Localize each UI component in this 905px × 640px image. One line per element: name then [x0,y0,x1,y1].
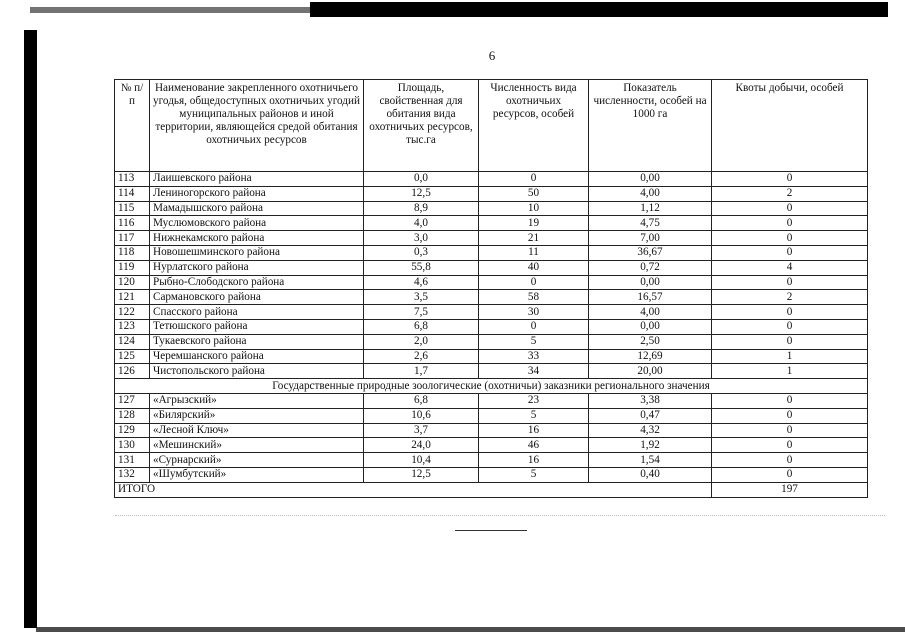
table-row [115,290,868,305]
row-area: 55,8 [364,260,479,275]
row-name: Новошешминского района [150,245,364,260]
row-area: 2,6 [364,349,479,364]
row-density: 4,75 [589,216,712,231]
row-count: 50 [479,186,589,201]
row-number: 117 [115,231,150,246]
row-area: 3,0 [364,231,479,246]
table-row [115,231,868,246]
row-area: 12,5 [364,467,479,482]
row-quota: 0 [712,334,868,349]
row-count: 33 [479,349,589,364]
row-density: 1,54 [589,453,712,468]
row-name: Лаишевского района [150,172,364,187]
row-quota: 0 [712,438,868,453]
table-row [115,423,868,438]
row-area: 10,6 [364,408,479,423]
table-row [115,319,868,334]
row-quota: 0 [712,467,868,482]
total-quota: 197 [712,482,868,497]
row-count: 5 [479,408,589,423]
row-number: 128 [115,408,150,423]
row-count: 5 [479,334,589,349]
col-header-area: Площадь, свойственная для обитания вида охотничьих ресурсов, тыс.га [364,80,479,172]
row-density: 1,92 [589,438,712,453]
hunting-quota-table [114,79,868,498]
row-area: 3,7 [364,423,479,438]
row-count: 16 [479,423,589,438]
row-quota: 0 [712,172,868,187]
row-density: 4,32 [589,423,712,438]
scan-border-top-shadow [30,7,310,13]
row-quota: 0 [712,231,868,246]
row-area: 8,9 [364,201,479,216]
row-number: 132 [115,467,150,482]
row-density: 4,00 [589,305,712,320]
row-area: 10,4 [364,453,479,468]
row-name: «Мешинский» [150,438,364,453]
row-name: Чистопольского района [150,364,364,379]
row-count: 11 [479,245,589,260]
row-area: 6,8 [364,393,479,408]
row-count: 0 [479,172,589,187]
row-number: 122 [115,305,150,320]
table-row [115,245,868,260]
row-name: Муслюмовского района [150,216,364,231]
row-quota: 0 [712,319,868,334]
table-header-row [115,80,868,172]
row-density: 0,40 [589,467,712,482]
row-quota: 0 [712,305,868,320]
row-quota: 2 [712,290,868,305]
table-row [115,201,868,216]
row-number: 127 [115,393,150,408]
row-name: Нижнекамского района [150,231,364,246]
col-header-name: Наименование закрепленного охотничьего угодья, общедоступных охотничьих угодий муниципальных районов и иной территории, являющейся средой обитания охотничьих ресурсов [150,80,364,172]
table-row [115,172,868,187]
row-number: 113 [115,172,150,187]
row-number: 124 [115,334,150,349]
row-quota: 0 [712,275,868,290]
row-name: Тетюшского района [150,319,364,334]
footer-rule [455,530,527,531]
row-number: 121 [115,290,150,305]
row-count: 16 [479,453,589,468]
section-row-group [115,379,868,394]
row-count: 30 [479,305,589,320]
row-name: «Лесной Ключ» [150,423,364,438]
row-area: 1,7 [364,364,479,379]
row-quota: 0 [712,393,868,408]
row-density: 12,69 [589,349,712,364]
row-name: Тукаевского района [150,334,364,349]
table-row [115,453,868,468]
col-header-quota: Квоты добычи, особей [712,80,868,172]
row-density: 36,67 [589,245,712,260]
table-row [115,408,868,423]
row-count: 40 [479,260,589,275]
table-row [115,393,868,408]
scan-border-bottom [36,627,905,632]
row-density: 0,00 [589,275,712,290]
table-row [115,216,868,231]
row-density: 2,50 [589,334,712,349]
row-density: 20,00 [589,364,712,379]
row-count: 19 [479,216,589,231]
row-area: 4,0 [364,216,479,231]
row-count: 34 [479,364,589,379]
table-row [115,260,868,275]
table-row [115,438,868,453]
row-area: 12,5 [364,186,479,201]
total-label: ИТОГО [115,482,712,497]
row-number: 126 [115,364,150,379]
table-row [115,467,868,482]
row-area: 6,8 [364,319,479,334]
row-quota: 0 [712,453,868,468]
row-quota: 0 [712,245,868,260]
table-row [115,349,868,364]
section-title: Государственные природные зоологические (охотничьи) заказники регионального значения [115,379,868,394]
row-quota: 0 [712,408,868,423]
row-name: «Сурнарский» [150,453,364,468]
row-name: «Агрызский» [150,393,364,408]
row-number: 123 [115,319,150,334]
section-row [115,379,868,394]
table-row [115,364,868,379]
row-number: 131 [115,453,150,468]
row-count: 0 [479,275,589,290]
table-row [115,334,868,349]
row-area: 3,5 [364,290,479,305]
row-area: 0,0 [364,172,479,187]
row-quota: 1 [712,349,868,364]
row-area: 2,0 [364,334,479,349]
row-number: 116 [115,216,150,231]
row-quota: 0 [712,216,868,231]
page-number: 6 [488,48,496,63]
row-count: 10 [479,201,589,216]
row-density: 7,00 [589,231,712,246]
row-number: 125 [115,349,150,364]
row-number: 114 [115,186,150,201]
scan-border-left [24,30,37,628]
total-row-group [115,482,868,497]
row-count: 0 [479,319,589,334]
row-count: 46 [479,438,589,453]
district-rows [115,172,868,379]
row-quota: 2 [712,186,868,201]
row-name: Сармановского района [150,290,364,305]
scan-artifact-line [115,515,885,516]
row-name: Черемшанского района [150,349,364,364]
row-density: 0,00 [589,319,712,334]
row-name: «Билярский» [150,408,364,423]
row-density: 1,12 [589,201,712,216]
row-quota: 0 [712,423,868,438]
row-density: 0,72 [589,260,712,275]
reserve-rows [115,393,868,482]
row-number: 118 [115,245,150,260]
col-header-number: № п/п [115,80,150,172]
col-header-density: Показатель численности, особей на 1000 га [589,80,712,172]
row-number: 115 [115,201,150,216]
row-count: 58 [479,290,589,305]
row-area: 24,0 [364,438,479,453]
table-row [115,186,868,201]
row-name: Рыбно-Слободского района [150,275,364,290]
row-area: 0,3 [364,245,479,260]
row-name: Спасского района [150,305,364,320]
row-name: «Шумбутский» [150,467,364,482]
row-density: 16,57 [589,290,712,305]
row-name: Мамадышского района [150,201,364,216]
row-density: 0,00 [589,172,712,187]
row-density: 0,47 [589,408,712,423]
table-row [115,275,868,290]
row-quota: 4 [712,260,868,275]
table-row [115,305,868,320]
row-count: 21 [479,231,589,246]
row-name: Лениногорского района [150,186,364,201]
row-quota: 0 [712,201,868,216]
row-count: 5 [479,467,589,482]
row-name: Нурлатского района [150,260,364,275]
col-header-count: Численность вида охотничьих ресурсов, особей [479,80,589,172]
scan-border-top [310,2,888,17]
row-count: 23 [479,393,589,408]
row-number: 130 [115,438,150,453]
row-area: 7,5 [364,305,479,320]
row-area: 4,6 [364,275,479,290]
row-number: 129 [115,423,150,438]
row-quota: 1 [712,364,868,379]
row-density: 3,38 [589,393,712,408]
total-row [115,482,868,497]
row-number: 119 [115,260,150,275]
row-density: 4,00 [589,186,712,201]
row-number: 120 [115,275,150,290]
